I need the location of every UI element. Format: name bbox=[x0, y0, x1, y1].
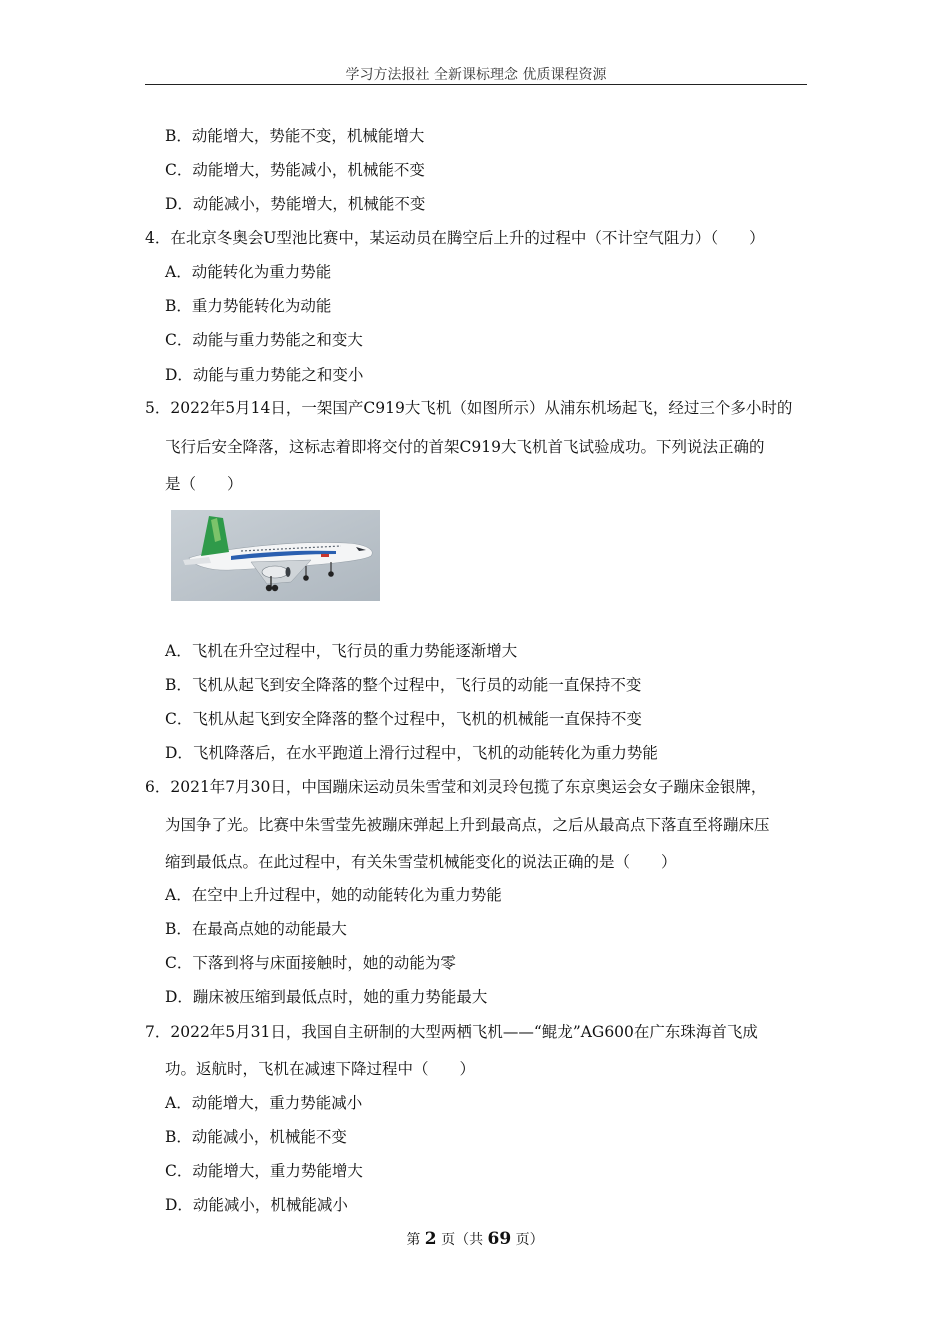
q5-option-d: D．飞机降落后，在水平跑道上滑行过程中，飞机的动能转化为重力势能 bbox=[165, 744, 658, 762]
page-header: 学习方法报社 全新课标理念 优质课程资源 bbox=[345, 67, 607, 83]
q7-option-c: C．动能增大，重力势能增大 bbox=[165, 1162, 363, 1180]
q6-option-d: D．蹦床被压缩到最低点时，她的重力势能最大 bbox=[165, 988, 488, 1006]
q5-stem-line3: 是（ ） bbox=[165, 475, 243, 493]
q7-stem-line1: 7．2022年5月31日，我国自主研制的大型两栖飞机——“鲲龙”AG600在广东珠海首飞成 bbox=[145, 1023, 758, 1041]
footer-suffix: 页） bbox=[515, 1232, 544, 1248]
q6-option-b: B．在最高点她的动能最大 bbox=[165, 920, 347, 938]
q7-option-d: D．动能减小，机械能减小 bbox=[165, 1196, 348, 1214]
q5-option-b: B．飞机从起飞到安全降落的整个过程中，飞行员的动能一直保持不变 bbox=[165, 676, 642, 694]
q3-option-d: D．动能减小，势能增大，机械能不变 bbox=[165, 195, 426, 213]
q4-option-d: D．动能与重力势能之和变小 bbox=[165, 366, 364, 384]
q7-option-a: A．动能增大，重力势能减小 bbox=[165, 1094, 363, 1112]
q4-option-b: B．重力势能转化为动能 bbox=[165, 297, 332, 315]
q6-stem-line1: 6．2021年7月30日，中国蹦床运动员朱雪莹和刘灵玲包揽了东京奥运会女子蹦床金银牌， bbox=[145, 778, 767, 796]
header-rule bbox=[145, 84, 807, 85]
q4-option-a: A．动能转化为重力势能 bbox=[165, 263, 332, 281]
total-page-count: 69 bbox=[487, 1229, 512, 1249]
current-page-number: 2 bbox=[424, 1229, 437, 1249]
q6-stem-line3: 缩到最低点。在此过程中，有关朱雪莹机械能变化的说法正确的是（ ） bbox=[165, 853, 677, 871]
footer-middle: 页（共 bbox=[441, 1232, 484, 1248]
q6-option-a: A．在空中上升过程中，她的动能转化为重力势能 bbox=[165, 886, 502, 904]
q3-option-c: C．动能增大，势能减小，机械能不变 bbox=[165, 161, 425, 179]
footer-prefix: 第 bbox=[406, 1232, 421, 1248]
q7-option-b: B．动能减小，机械能不变 bbox=[165, 1128, 347, 1146]
c919-airplane-image bbox=[171, 510, 380, 601]
q4-option-c: C．动能与重力势能之和变大 bbox=[165, 331, 363, 349]
q5-option-c: C．飞机从起飞到安全降落的整个过程中，飞机的机械能一直保持不变 bbox=[165, 710, 642, 728]
page-footer bbox=[0, 1229, 950, 1249]
q3-option-b: B．动能增大，势能不变，机械能增大 bbox=[165, 127, 425, 145]
q6-option-c: C．下落到将与床面接触时，她的动能为零 bbox=[165, 954, 456, 972]
q4-stem: 4．在北京冬奥会U型池比赛中，某运动员在腾空后上升的过程中（不计空气阻力）（ ） bbox=[145, 229, 765, 247]
q5-stem-line1: 5．2022年5月14日，一架国产C919大飞机（如图所示）从浦东机场起飞，经过三个多小时的 bbox=[145, 399, 793, 417]
q5-stem-line2: 飞行后安全降落，这标志着即将交付的首架C919大飞机首飞试验成功。下列说法正确的 bbox=[165, 438, 765, 456]
q5-option-a: A．飞机在升空过程中，飞行员的重力势能逐渐增大 bbox=[165, 642, 518, 660]
q7-stem-line2: 功。返航时，飞机在减速下降过程中（ ） bbox=[165, 1060, 476, 1078]
q6-stem-line2: 为国争了光。比赛中朱雪莹先被蹦床弹起上升到最高点，之后从最高点下落直至将蹦床压 bbox=[165, 816, 770, 834]
